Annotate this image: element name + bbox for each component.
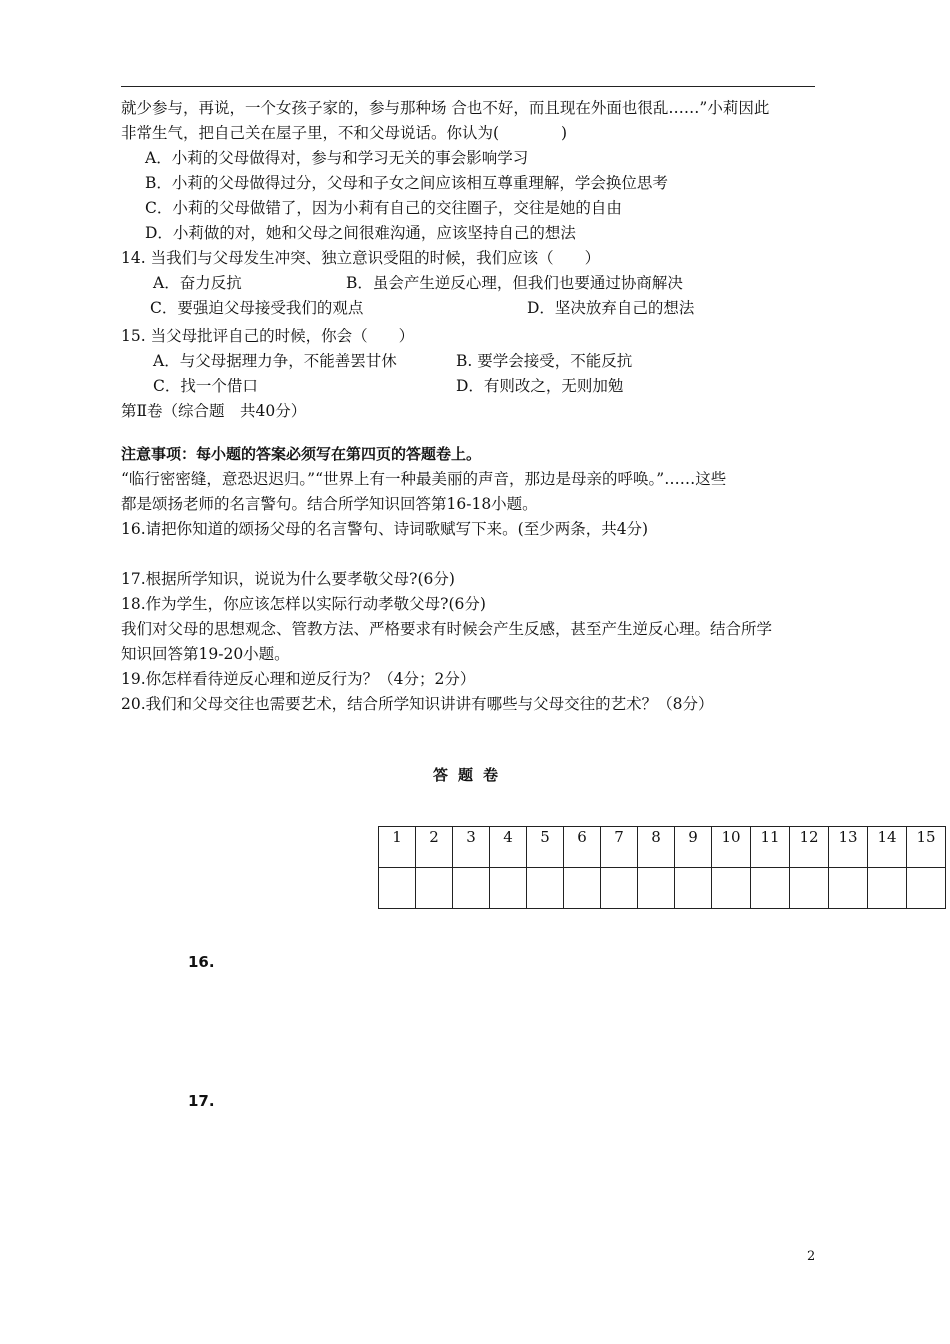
question-16: 16.请把你知道的颂扬父母的名言警句、诗词歌赋写下来。(至少两条，共4分) [121, 520, 649, 538]
passage-line-2: 非常生气，把自己关在屋子里，不和父母说话。你认为( ) [121, 124, 568, 142]
q15-option-d: D．有则改之，无则加勉 [456, 377, 624, 395]
answer-col-2: 2 [416, 827, 453, 868]
passage-line-1: 就少参与，再说，一个女孩子家的，参与那种场 合也不好，而且现在外面也很乱……”小莉因此 [121, 99, 770, 117]
q13-option-a: A．小莉的父母做得对，参与和学习无关的事会影响学习 [145, 149, 529, 167]
answer-col-12: 12 [790, 827, 829, 868]
answer-table-answer-row[interactable] [379, 868, 946, 909]
answer-cell[interactable] [601, 868, 638, 909]
q14-option-c: C．要强迫父母接受我们的观点 [150, 299, 364, 317]
answer-col-4: 4 [490, 827, 527, 868]
answer-col-1: 1 [379, 827, 416, 868]
q13-option-d: D．小莉做的对，她和父母之间很难沟通，应该坚持自己的想法 [145, 224, 576, 242]
answer-sheet-title: 答题卷 [433, 766, 509, 784]
answer-col-10: 10 [712, 827, 751, 868]
answer-cell[interactable] [490, 868, 527, 909]
header-rule [121, 86, 815, 87]
q13-option-b: B．小莉的父母做得过分，父母和子女之间应该相互尊重理解，学会换位思考 [145, 174, 668, 192]
answer-cell[interactable] [712, 868, 751, 909]
answer-col-9: 9 [675, 827, 712, 868]
answer-col-7: 7 [601, 827, 638, 868]
answer-col-8: 8 [638, 827, 675, 868]
answer-cell[interactable] [751, 868, 790, 909]
question-18: 18.作为学生，你应该怎样以实际行动孝敬父母?(6分) [121, 595, 486, 613]
answer-col-5: 5 [527, 827, 564, 868]
question-14: 14. 当我们与父母发生冲突、独立意识受阻的时候，我们应该（ ） [121, 249, 601, 267]
answer-cell[interactable] [868, 868, 907, 909]
answer-cell[interactable] [564, 868, 601, 909]
notice: 注意事项：每小题的答案必须写在第四页的答题卷上。 [121, 445, 482, 463]
answer-cell[interactable] [527, 868, 564, 909]
answer-cell[interactable] [829, 868, 868, 909]
answer-cell[interactable] [638, 868, 675, 909]
answer-table-header-row [379, 827, 946, 868]
q13-option-c: C．小莉的父母做错了，因为小莉有自己的交往圈子，交往是她的自由 [145, 199, 622, 217]
question-19: 19.你怎样看待逆反心理和逆反行为？（4分；2分） [121, 670, 476, 688]
reverse-material-line-2: 知识回答第19-20小题。 [121, 645, 290, 663]
answer-table [378, 826, 946, 909]
answer-col-6: 6 [564, 827, 601, 868]
answer-cell[interactable] [907, 868, 946, 909]
q14-option-b: B．虽会产生逆反心理，但我们也要通过协商解决 [346, 274, 683, 292]
page-number: 2 [807, 1249, 816, 1264]
material-line-2: 都是颂扬老师的名言警句。结合所学知识回答第16-18小题。 [121, 495, 538, 513]
answer-cell[interactable] [790, 868, 829, 909]
answer-col-13: 13 [829, 827, 868, 868]
answer-cell[interactable] [675, 868, 712, 909]
answer-col-3: 3 [453, 827, 490, 868]
q15-option-b: B. 要学会接受，不能反抗 [456, 352, 633, 370]
reverse-material-line-1: 我们对父母的思想观念、管教方法、严格要求有时候会产生反感，甚至产生逆反心理。结合所学 [121, 620, 773, 638]
question-15: 15. 当父母批评自己的时候，你会（ ） [121, 327, 415, 345]
question-17: 17.根据所学知识，说说为什么要孝敬父母?(6分) [121, 570, 455, 588]
q15-option-a: A．与父母据理力争，不能善罢甘休 [153, 352, 397, 370]
q14-option-a: A．奋力反抗 [153, 274, 242, 292]
answer-label-16: 16. [188, 953, 215, 971]
q15-option-c: C．找一个借口 [153, 377, 258, 395]
answer-col-15: 15 [907, 827, 946, 868]
q14-option-d: D．坚决放弃自己的想法 [527, 299, 695, 317]
answer-cell[interactable] [453, 868, 490, 909]
answer-col-11: 11 [751, 827, 790, 868]
material-line-1: “临行密密缝，意恐迟迟归。”“世界上有一种最美丽的声音，那边是母亲的呼唤。”……这些 [121, 470, 727, 488]
part-two-heading: 第Ⅱ卷（综合题 共40分） [121, 402, 307, 420]
answer-label-17: 17. [188, 1092, 215, 1110]
answer-cell[interactable] [379, 868, 416, 909]
answer-col-14: 14 [868, 827, 907, 868]
question-20: 20.我们和父母交往也需要艺术，结合所学知识讲讲有哪些与父母交往的艺术？（8分） [121, 695, 714, 713]
answer-cell[interactable] [416, 868, 453, 909]
